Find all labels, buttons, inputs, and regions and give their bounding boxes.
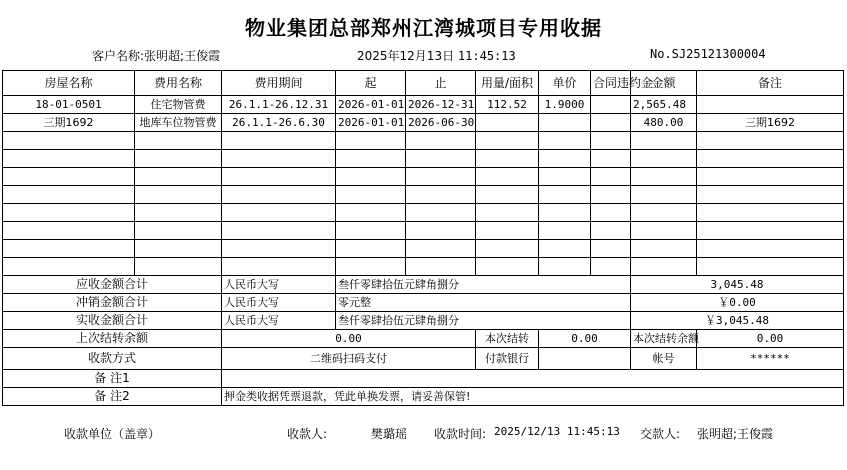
offset-words: 零元整: [336, 294, 631, 312]
cell-period: 26.1.1-26.12.31: [222, 96, 336, 114]
col-period: 费用期间: [222, 71, 336, 96]
balance-label: 本次结转余额: [631, 330, 697, 348]
account-value: ******: [697, 348, 844, 370]
col-price: 单价: [539, 71, 591, 96]
cell-qty: 112.52: [476, 96, 539, 114]
col-qty: 用量/面积: [476, 71, 539, 96]
cell-penalty: [591, 114, 631, 132]
empty-row: [3, 186, 844, 204]
cell-amount: 480.00: [631, 114, 697, 132]
cell-start: 2026-01-01: [336, 96, 406, 114]
summary-receivable-row: [3, 276, 844, 294]
col-house: 房屋名称: [3, 71, 135, 96]
cell-house: 三期1692: [3, 114, 135, 132]
received-words: 叁仟零肆拾伍元肆角捌分: [336, 312, 631, 330]
table-row: [3, 96, 844, 114]
summary-offset-row: [3, 294, 844, 312]
col-fee: 费用名称: [135, 71, 222, 96]
summary-received-row: [3, 312, 844, 330]
offset-cap-label: 人民币大写: [222, 294, 336, 312]
receivable-words: 叁仟零肆拾伍元肆角捌分: [336, 276, 631, 294]
receivable-cap-label: 人民币大写: [222, 276, 336, 294]
last-carry-label: 上次结转余额: [3, 330, 222, 348]
empty-row: [3, 258, 844, 276]
customer-label: 客户名称:: [92, 49, 145, 63]
receivable-label: 应收金额合计: [3, 276, 222, 294]
empty-row: [3, 222, 844, 240]
cell-note: [697, 96, 844, 114]
received-cap-label: 人民币大写: [222, 312, 336, 330]
remark1-row: [3, 370, 844, 388]
empty-row: [3, 204, 844, 222]
empty-row: [3, 150, 844, 168]
empty-row: [3, 240, 844, 258]
receivable-amount: 3,045.48: [631, 276, 844, 294]
cell-end: 2026-12-31: [406, 96, 476, 114]
col-note: 备注: [697, 71, 844, 96]
unit-label: 收款单位（盖章）: [64, 427, 161, 441]
cell-house: 18-01-0501: [3, 96, 135, 114]
empty-row: [3, 168, 844, 186]
account-label: 帐号: [631, 348, 697, 370]
this-carry-value: 0.00: [539, 330, 631, 348]
col-end: 止: [406, 71, 476, 96]
time-value: 2025/12/13 11:45:13: [494, 425, 620, 438]
cell-price: [539, 114, 591, 132]
payee-label: 收款人:: [287, 427, 328, 441]
empty-row: [3, 132, 844, 150]
payment-row: [3, 348, 844, 370]
customer-info: [92, 47, 220, 64]
customer-name: 张明超;王俊霞: [144, 49, 221, 63]
receipt-number: No.SJ25121300004: [650, 47, 766, 61]
col-amount: 金额: [631, 71, 697, 96]
cell-start: 2026-01-01: [336, 114, 406, 132]
remark2-label: 备 注2: [3, 388, 222, 406]
cell-penalty: [591, 96, 631, 114]
remark2-row: [3, 388, 844, 406]
bank-label: 付款银行: [476, 348, 539, 370]
receipt-table: [2, 70, 844, 406]
received-amount: ￥3,045.48: [631, 312, 844, 330]
received-label: 实收金额合计: [3, 312, 222, 330]
cell-note: 三期1692: [697, 114, 844, 132]
method-value: 二维码扫码支付: [222, 348, 476, 370]
cell-amount: 2,565.48: [631, 96, 697, 114]
time-label: 收款时间:: [434, 427, 487, 441]
this-carry-label: 本次结转: [476, 330, 539, 348]
table-row: [3, 114, 844, 132]
receipt-title: 物业集团总部郑州江湾城项目专用收据: [245, 16, 602, 40]
cell-fee: 地库车位物管费: [135, 114, 222, 132]
remark1-label: 备 注1: [3, 370, 222, 388]
payee-name: 樊璐瑶: [371, 427, 408, 441]
payer-label: 交款人:: [640, 427, 681, 441]
cell-period: 26.1.1-26.6.30: [222, 114, 336, 132]
remark2-value: 押金类收据凭票退款，凭此单换发票，请妥善保管!: [222, 388, 844, 406]
cell-fee: 住宅物管费: [135, 96, 222, 114]
remark1-value: [222, 370, 844, 388]
col-penalty: 合同违约金: [591, 71, 631, 96]
method-label: 收款方式: [3, 348, 222, 370]
cell-qty: [476, 114, 539, 132]
header-row: [3, 71, 844, 96]
balance-value: 0.00: [697, 330, 844, 348]
issue-date: 2025年12月13日: [357, 49, 455, 63]
cell-end: 2026-06-30: [406, 114, 476, 132]
col-start: 起: [336, 71, 406, 96]
offset-amount: ￥0.00: [631, 294, 844, 312]
offset-label: 冲销金额合计: [3, 294, 222, 312]
payer-name: 张明超;王俊霞: [697, 427, 774, 441]
last-carry-value: 0.00: [222, 330, 476, 348]
cell-price: 1.9000: [539, 96, 591, 114]
carry-row: [3, 330, 844, 348]
issue-datetime: [357, 47, 516, 64]
issue-time: 11:45:13: [457, 49, 516, 63]
bank-value: [539, 348, 631, 370]
